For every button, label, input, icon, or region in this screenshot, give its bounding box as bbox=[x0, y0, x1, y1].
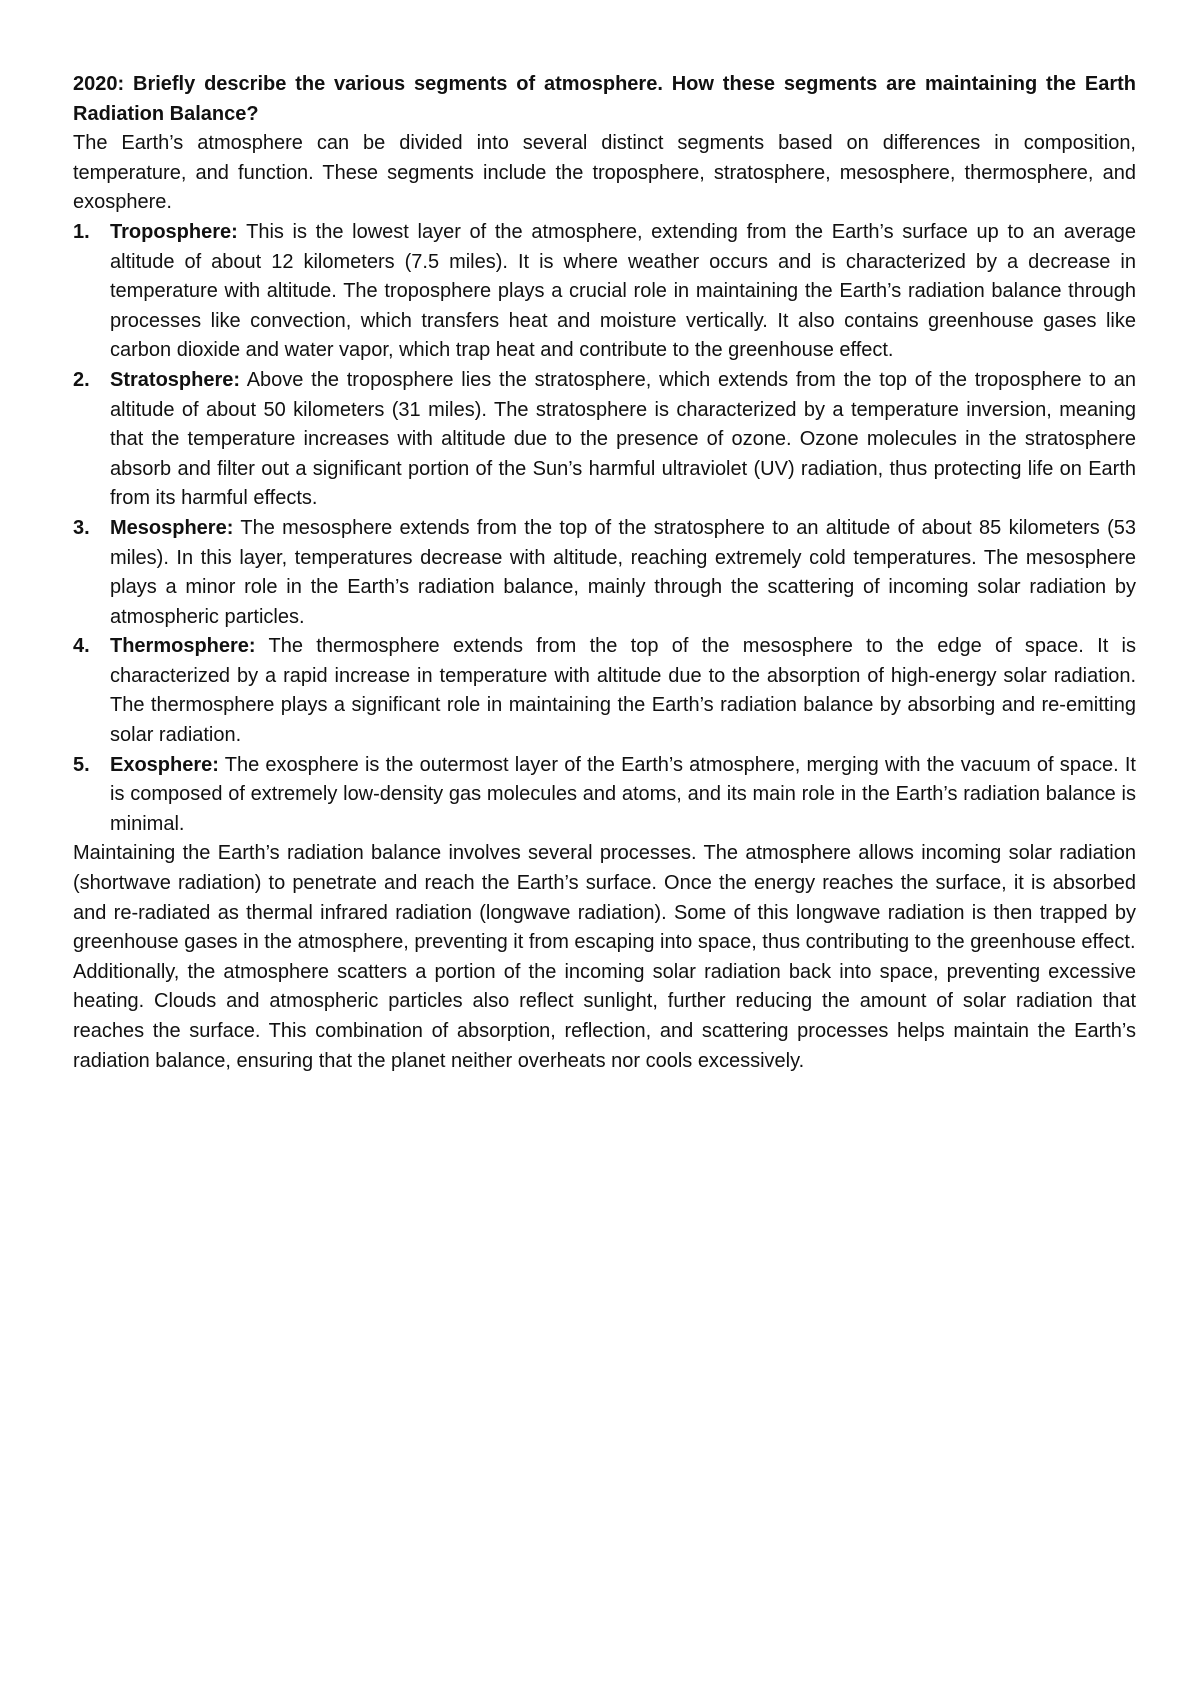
list-item-mesosphere bbox=[73, 514, 1136, 632]
list-item-stratosphere bbox=[73, 366, 1136, 514]
list-number: 3. bbox=[73, 516, 90, 539]
list-number: 5. bbox=[73, 753, 90, 776]
segment-description: The mesosphere extends from the top of the stratosphere to an altitude of about 85 kilometers (53 miles). In this layer, temperatures decrease with altitude, reaching extremely cold temperatures. The mesosphere plays a minor role in the Earth’s radiation balance, mainly through the scattering of incoming solar radiation by atmospheric particles. bbox=[110, 516, 1136, 628]
list-number: 2. bbox=[73, 368, 90, 391]
question-heading: 2020: Briefly describe the various segments of atmosphere. How these segments are maintaining the Earth Radiation Balance? bbox=[73, 73, 1136, 125]
segment-description: The exosphere is the outermost layer of the Earth’s atmosphere, merging with the vacuum of space. It is composed of extremely low-density gas molecules and atoms, and its main role in the Earth’s radiation balance is minimal. bbox=[110, 753, 1136, 835]
segment-term: Troposphere: bbox=[110, 220, 238, 243]
segment-term: Mesosphere: bbox=[110, 516, 234, 539]
segment-term: Stratosphere: bbox=[110, 368, 241, 391]
document-page bbox=[73, 70, 1136, 1076]
list-number: 4. bbox=[73, 635, 90, 658]
segment-description: Above the troposphere lies the stratosphere, which extends from the top of the troposphere to an altitude of about 50 kilometers (31 miles). The stratosphere is characterized by a temperature inversion, meaning that the temperature increases with altitude due to the presence of ozone. Ozone molecules in the stratosphere absorb and filter out a significant portion of the Sun’s harmful ultraviolet (UV) radiation, thus protecting life on Earth from its harmful effects. bbox=[110, 368, 1136, 510]
closing-paragraph: Additionally, the atmosphere scatters a portion of the incoming solar radiation back into space, preventing excessive heating. Clouds and atmospheric particles also reflect sunlight, further reducing the amount of solar radiation that reaches the surface. This combination of absorption, reflection, and scattering processes helps maintain the Earth’s radiation balance, ensuring that the planet neither overheats nor cools excessively. bbox=[73, 960, 1136, 1072]
list-item-thermosphere bbox=[73, 632, 1136, 750]
segment-term: Exosphere: bbox=[110, 753, 219, 776]
list-item-troposphere bbox=[73, 218, 1136, 366]
segment-description: This is the lowest layer of the atmosphere, extending from the Earth’s surface up to an average altitude of about 12 kilometers (7.5 miles). It is where weather occurs and is characterized by a decrease in temperature with altitude. The troposphere plays a crucial role in maintaining the Earth’s radiation balance through processes like convection, which transfers heat and moisture vertically. It also contains greenhouse gases like carbon dioxide and water vapor, which trap heat and contribute to the greenhouse effect. bbox=[110, 220, 1136, 362]
intro-paragraph: The Earth’s atmosphere can be divided into several distinct segments based on differences in composition, temperature, and function. These segments include the troposphere, stratosphere, mesosphere, thermosphere, and exosphere. bbox=[73, 132, 1136, 214]
segment-description: The thermosphere extends from the top of the mesosphere to the edge of space. It is characterized by a rapid increase in temperature with altitude due to the absorption of high-energy solar radiation. The thermosphere plays a significant role in maintaining the Earth’s radiation balance by absorbing and re-emitting solar radiation. bbox=[110, 635, 1136, 747]
balance-paragraph: Maintaining the Earth’s radiation balance involves several processes. The atmosphere allows incoming solar radiation (shortwave radiation) to penetrate and reach the Earth’s surface. Once the energy reaches the surface, it is absorbed and re-radiated as thermal infrared radiation (longwave radiation). Some of this longwave radiation is then trapped by greenhouse gases in the atmosphere, preventing it from escaping into space, thus contributing to the greenhouse effect. bbox=[73, 842, 1136, 954]
segment-term: Thermosphere: bbox=[110, 635, 256, 658]
segments-list bbox=[73, 218, 1136, 839]
list-number: 1. bbox=[73, 220, 90, 243]
list-item-exosphere bbox=[73, 751, 1136, 840]
